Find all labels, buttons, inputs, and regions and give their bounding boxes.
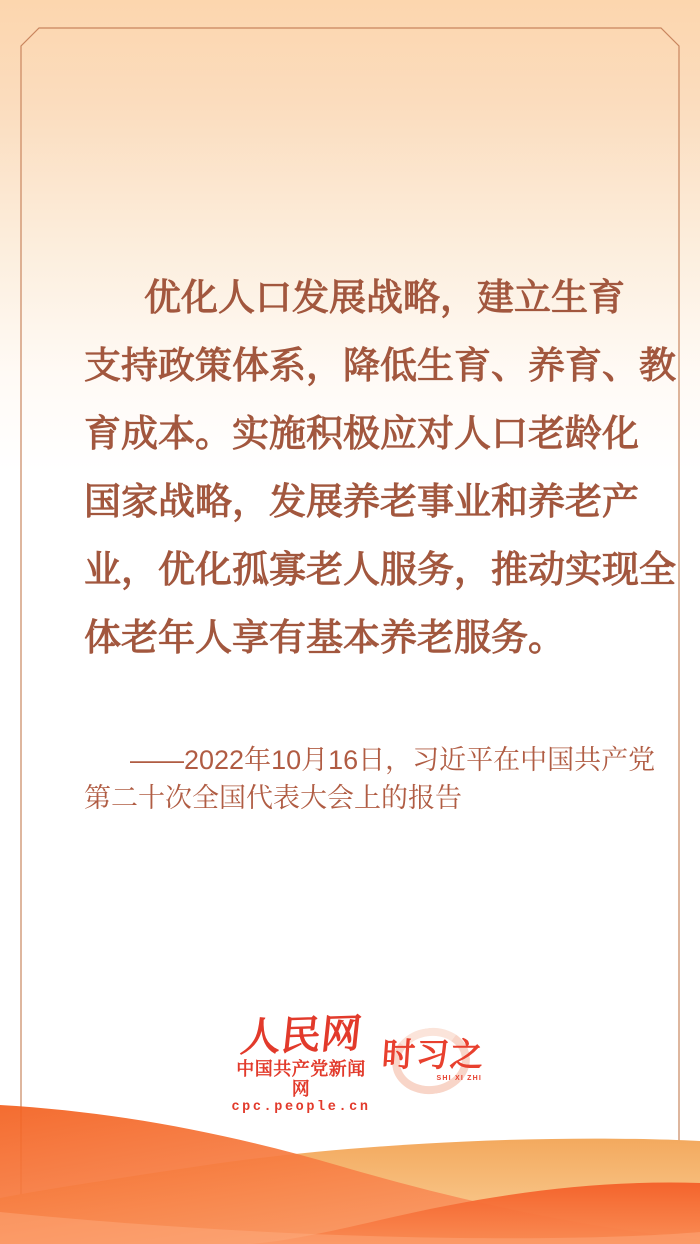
quote-attribution	[84, 742, 656, 817]
people-net-brand-calligraphy: 人民网	[238, 1010, 364, 1061]
quote-line: 体老年人享有基本养老服务。	[84, 618, 565, 659]
cpc-people-domain-text: cpc.people.cn	[231, 1100, 371, 1115]
quote-line: 优化人口发展战略，建立生育	[144, 278, 625, 319]
shixizhi-logo	[380, 1020, 486, 1100]
quote-text-block	[84, 265, 676, 673]
shixizhi-romanization: SHI XI ZHI	[436, 1075, 482, 1082]
cpc-news-site-label: 中国共产党新闻网	[236, 1059, 366, 1099]
attribution-line: ——2022年10月16日，习近平在中国共产党	[130, 745, 656, 775]
attribution-line: 第二十次全国代表大会上的报告	[84, 782, 462, 813]
quote-line: 业，优化孤寡老人服务，推动实现全	[84, 550, 676, 591]
bottom-waves-decoration	[0, 1094, 700, 1244]
quote-line: 育成本。实施积极应对人口老龄化	[84, 414, 639, 455]
footer-logos	[0, 1010, 700, 1115]
shixizhi-brand-text: 时习之	[380, 1036, 486, 1073]
quote-line: 国家战略，发展养老事业和养老产	[84, 482, 639, 523]
quote-line: 支持政策体系，降低生育、养育、教	[84, 346, 676, 387]
